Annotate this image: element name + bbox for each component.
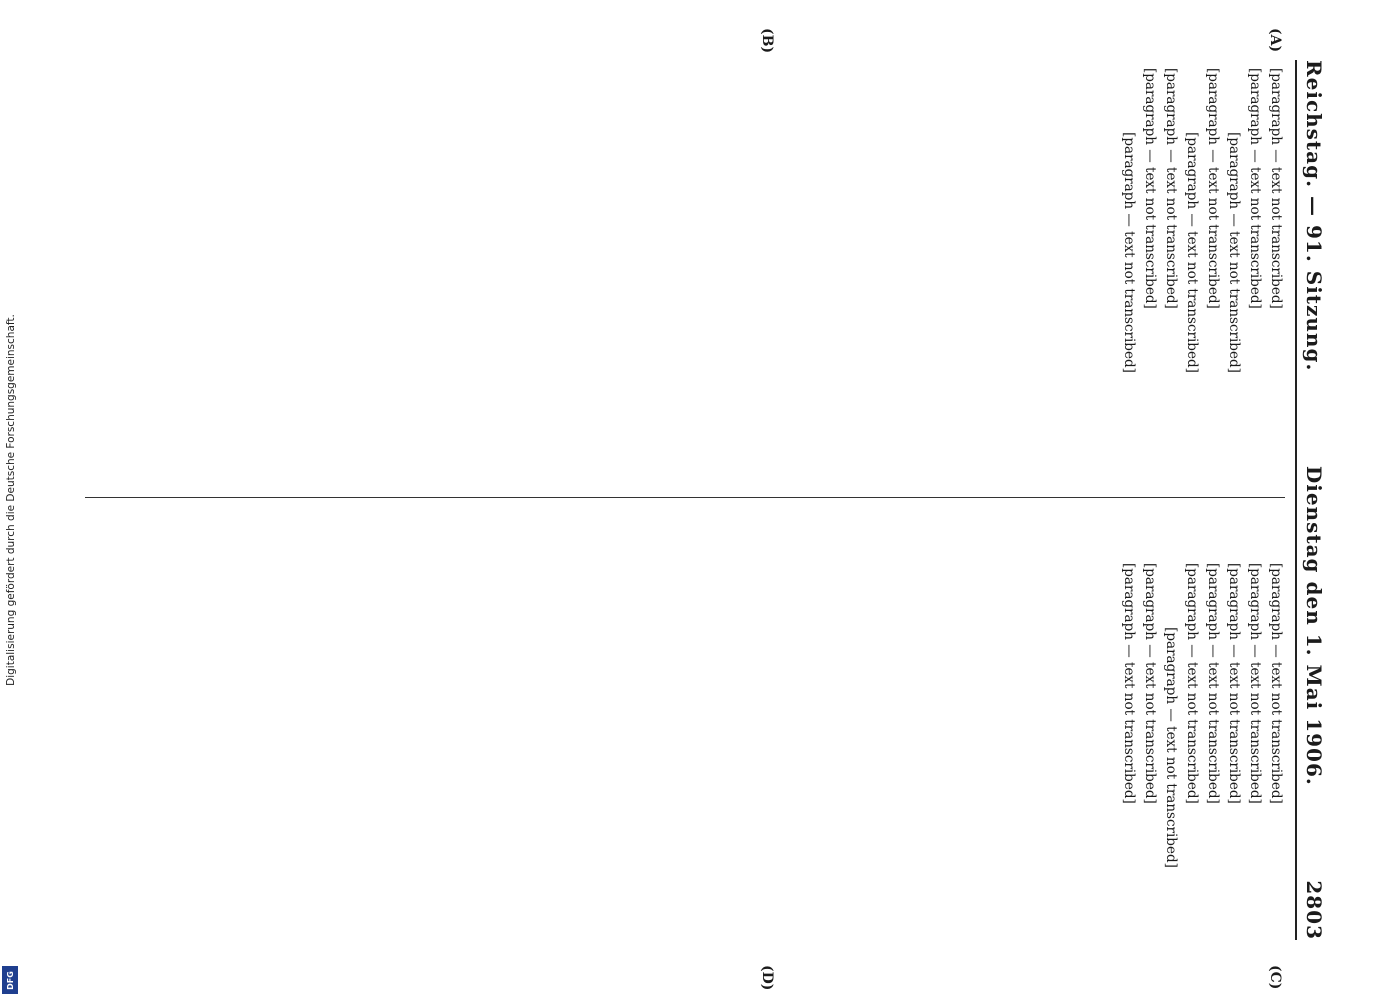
paragraph: [paragraph — text not transcribed] [1184,132,1200,373]
paragraph: [paragraph — text not transcribed] [1121,563,1137,804]
page-number: 2803 [1302,880,1326,940]
margin-marker-b: (B) [759,28,775,54]
paragraph: [paragraph — text not transcribed] [1268,563,1284,804]
page-header [1295,60,1331,940]
left-column [85,50,1285,455]
paragraph: [paragraph — text not transcribed] [1226,132,1242,373]
scanned-page [65,0,1335,1000]
paragraph: [paragraph — text not transcribed] [1205,563,1221,804]
paragraph: [paragraph — text not transcribed] [1121,132,1137,373]
right-column [85,545,1285,950]
digitization-credit [0,0,22,1000]
header-center: Dienstag den 1. Mai 1906. [1302,465,1326,786]
paragraph: [paragraph — text not transcribed] [1205,68,1221,309]
paragraph: [paragraph — text not transcribed] [1247,563,1263,804]
paragraph: [paragraph — text not transcribed] [1142,563,1158,804]
margin-marker-c: (C) [1267,965,1283,990]
dfg-logo-icon: DFG [2,966,18,994]
paragraph: [paragraph — text not transcribed] [1268,68,1284,309]
header-left: Reichstag. — 91. Sitzung. [1302,60,1326,372]
paragraph: [paragraph — text not transcribed] [1142,68,1158,309]
paragraph: [paragraph — text not transcribed] [1184,563,1200,804]
credit-text: Digitalisierung gefördert durch die Deutsche Forschungsgemeinschaft. [5,314,18,686]
paragraph: [paragraph — text not transcribed] [1163,627,1179,868]
column-divider [85,497,1285,498]
paragraph: [paragraph — text not transcribed] [1226,563,1242,804]
paragraph: [paragraph — text not transcribed] [1163,68,1179,309]
margin-marker-d: (D) [759,965,775,991]
margin-marker-a: (A) [1267,28,1283,53]
paragraph: [paragraph — text not transcribed] [1247,68,1263,309]
